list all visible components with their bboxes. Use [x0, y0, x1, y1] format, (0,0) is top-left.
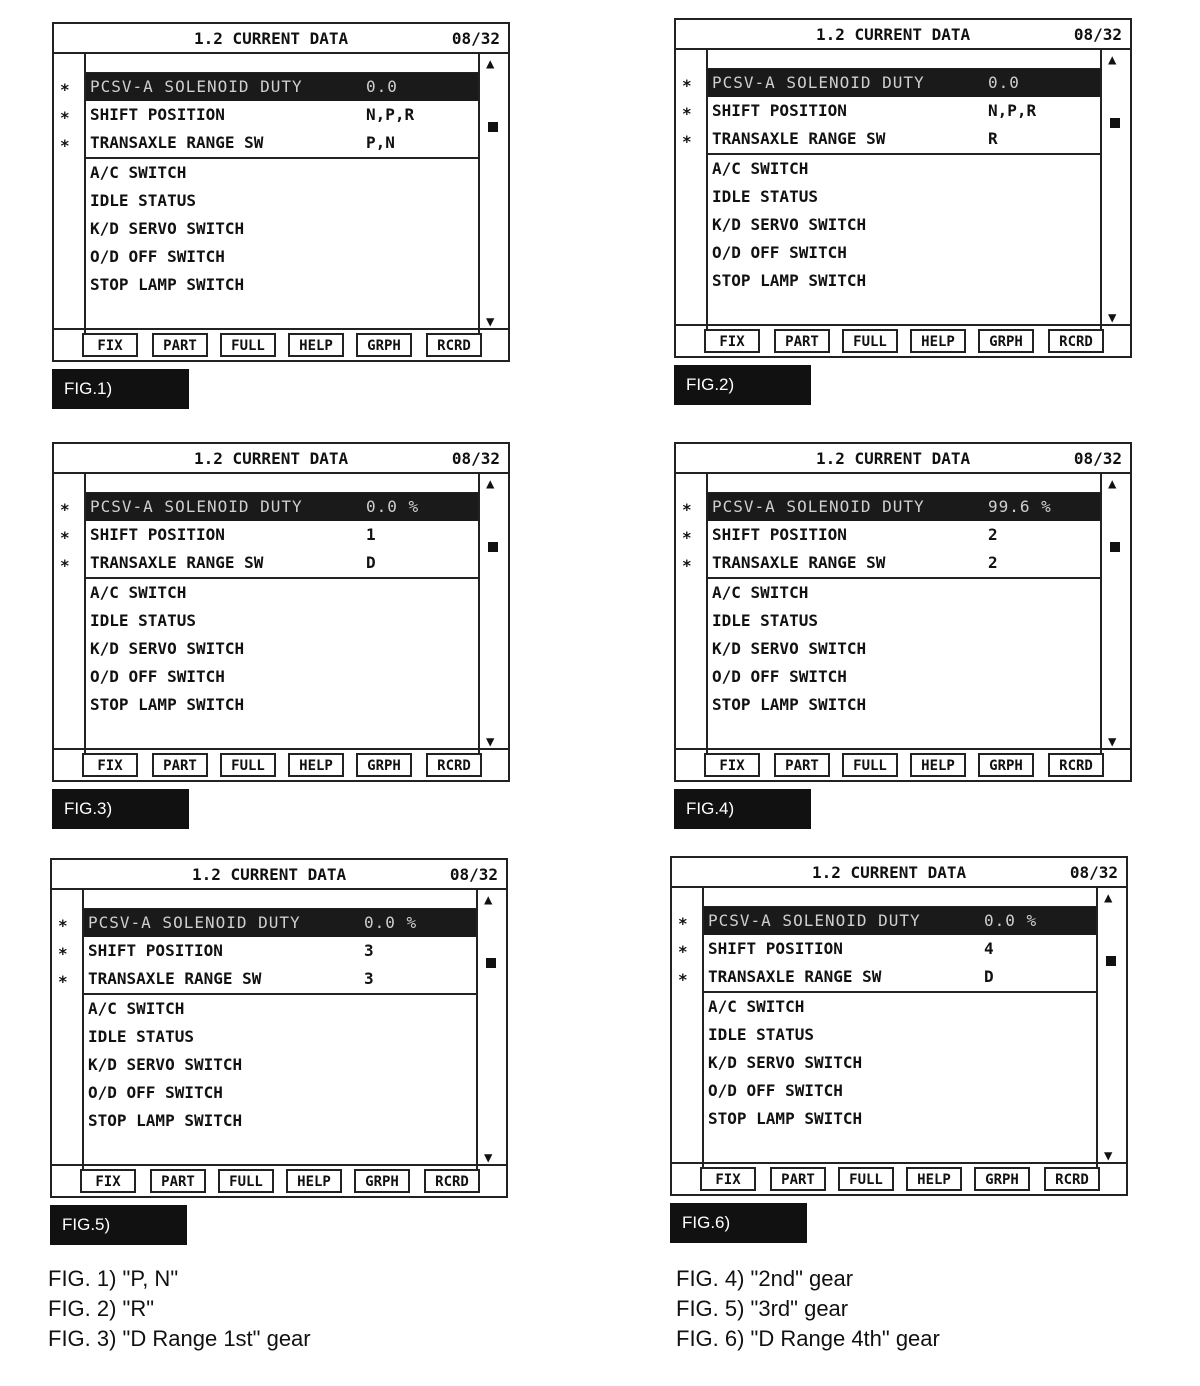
figure-label: FIG.4) — [674, 789, 811, 829]
item-label: PCSV-A SOLENOID DUTY — [88, 913, 301, 932]
data-row[interactable] — [86, 243, 478, 271]
item-label: K/D SERVO SWITCH — [90, 639, 245, 658]
caption-fig4: FIG. 4) "2nd" gear — [676, 1266, 854, 1291]
data-row[interactable] — [704, 1049, 1096, 1077]
item-label: O/D OFF SWITCH — [712, 667, 847, 686]
item-label: A/C SWITCH — [712, 583, 809, 602]
function-key-bar — [52, 1164, 506, 1196]
item-label: IDLE STATUS — [90, 611, 196, 630]
screen-title: 1.2 CURRENT DATA — [816, 25, 971, 44]
selected-marker: * — [60, 108, 70, 127]
scanner-screen — [52, 22, 510, 362]
screen-title: 1.2 CURRENT DATA — [194, 29, 349, 48]
item-label: TRANSAXLE RANGE SW — [90, 553, 264, 572]
item-label: STOP LAMP SWITCH — [708, 1109, 863, 1128]
selected-marker: * — [58, 916, 68, 935]
data-row[interactable] — [86, 493, 478, 521]
item-label: O/D OFF SWITCH — [90, 667, 225, 686]
selected-marker: * — [682, 556, 692, 575]
scroll-thumb[interactable] — [488, 122, 498, 132]
item-value: 0.0 % — [364, 913, 418, 932]
data-row[interactable] — [708, 267, 1100, 295]
data-list — [706, 48, 1102, 330]
data-row[interactable] — [708, 493, 1100, 521]
function-key-button[interactable]: GRPH — [974, 1167, 1030, 1191]
item-label: K/D SERVO SWITCH — [708, 1053, 863, 1072]
data-row[interactable] — [84, 909, 476, 937]
item-value: D — [366, 553, 376, 572]
data-row[interactable] — [704, 1105, 1096, 1133]
item-value: 3 — [364, 941, 374, 960]
function-key-button[interactable]: HELP — [906, 1167, 962, 1191]
item-label: SHIFT POSITION — [88, 941, 223, 960]
item-label: O/D OFF SWITCH — [712, 243, 847, 262]
function-key-button[interactable]: PART — [774, 753, 830, 777]
scroll-down-icon[interactable]: ▼ — [1104, 1148, 1113, 1164]
scrollbar[interactable] — [1100, 48, 1130, 330]
selected-marker: * — [678, 942, 688, 961]
data-row[interactable] — [708, 579, 1100, 607]
item-label: O/D OFF SWITCH — [88, 1083, 223, 1102]
function-key-bar — [54, 748, 508, 780]
item-value: 0.0 — [988, 73, 1020, 92]
function-key-button[interactable]: FIX — [80, 1169, 136, 1193]
item-value: 0.0 — [366, 77, 398, 96]
function-key-button[interactable]: FULL — [218, 1169, 274, 1193]
item-label: TRANSAXLE RANGE SW — [712, 129, 886, 148]
function-key-button[interactable]: RCRD — [1044, 1167, 1100, 1191]
item-label: A/C SWITCH — [90, 163, 187, 182]
function-key-button[interactable]: FIX — [704, 753, 760, 777]
scrollbar[interactable] — [478, 52, 508, 334]
data-list — [706, 472, 1102, 754]
selected-marker: * — [60, 500, 70, 519]
data-row[interactable] — [84, 1023, 476, 1051]
function-key-button[interactable]: GRPH — [356, 333, 412, 357]
data-row[interactable] — [86, 187, 478, 215]
selection-markers — [682, 72, 702, 156]
function-key-button[interactable]: RCRD — [424, 1169, 480, 1193]
item-label: K/D SERVO SWITCH — [712, 639, 867, 658]
scroll-thumb[interactable] — [1110, 542, 1120, 552]
figure-label: FIG.6) — [670, 1203, 807, 1243]
function-key-button[interactable]: FIX — [82, 333, 138, 357]
item-label: STOP LAMP SWITCH — [712, 695, 867, 714]
selection-markers — [682, 496, 702, 580]
function-key-button[interactable]: PART — [774, 329, 830, 353]
data-row[interactable] — [704, 935, 1096, 963]
function-key-button[interactable]: RCRD — [426, 753, 482, 777]
item-value: R — [988, 129, 998, 148]
data-row[interactable] — [708, 549, 1100, 579]
item-label: K/D SERVO SWITCH — [88, 1055, 243, 1074]
data-row[interactable] — [84, 1079, 476, 1107]
item-value: N,P,R — [366, 105, 415, 124]
item-label: K/D SERVO SWITCH — [90, 219, 245, 238]
function-key-button[interactable]: PART — [152, 333, 208, 357]
scrollbar[interactable] — [1096, 886, 1126, 1168]
selected-marker: * — [60, 528, 70, 547]
item-label: SHIFT POSITION — [90, 105, 225, 124]
caption-fig3: FIG. 3) "D Range 1st" gear — [48, 1326, 311, 1351]
data-row[interactable] — [86, 635, 478, 663]
data-row[interactable] — [708, 97, 1100, 125]
screen-header — [676, 444, 1130, 474]
caption-fig1: FIG. 1) "P, N" — [48, 1266, 179, 1291]
scroll-up-icon[interactable]: ▲ — [1108, 476, 1117, 492]
selected-marker: * — [58, 944, 68, 963]
data-row[interactable] — [704, 907, 1096, 935]
selected-marker: * — [678, 970, 688, 989]
scroll-up-icon[interactable]: ▲ — [486, 56, 495, 72]
screen-title: 1.2 CURRENT DATA — [812, 863, 967, 882]
scroll-thumb[interactable] — [488, 542, 498, 552]
item-label: PCSV-A SOLENOID DUTY — [712, 73, 925, 92]
function-key-bar — [672, 1162, 1126, 1194]
item-label: TRANSAXLE RANGE SW — [712, 553, 886, 572]
screen-header — [676, 20, 1130, 50]
item-label: SHIFT POSITION — [712, 525, 847, 544]
function-key-button[interactable]: GRPH — [354, 1169, 410, 1193]
data-row[interactable] — [704, 963, 1096, 993]
data-row[interactable] — [708, 211, 1100, 239]
scroll-thumb[interactable] — [1110, 118, 1120, 128]
item-label: A/C SWITCH — [90, 583, 187, 602]
item-value: P,N — [366, 133, 395, 152]
scanner-screen — [50, 858, 508, 1198]
selected-marker: * — [60, 556, 70, 575]
data-row[interactable] — [86, 549, 478, 579]
function-key-button[interactable]: GRPH — [356, 753, 412, 777]
function-key-bar — [54, 328, 508, 360]
function-key-button[interactable]: FULL — [838, 1167, 894, 1191]
function-key-button[interactable]: RCRD — [1048, 753, 1104, 777]
item-label: IDLE STATUS — [90, 191, 196, 210]
selected-marker: * — [682, 76, 692, 95]
item-value: 99.6 % — [988, 497, 1052, 516]
item-value: 1 — [366, 525, 376, 544]
function-key-bar — [676, 324, 1130, 356]
item-value: 0.0 % — [366, 497, 420, 516]
scanner-screen — [670, 856, 1128, 1196]
item-value: 4 — [984, 939, 994, 958]
page-counter: 08/32 — [1073, 25, 1122, 44]
item-value: 2 — [988, 525, 998, 544]
data-row[interactable] — [708, 155, 1100, 183]
data-row[interactable] — [708, 607, 1100, 635]
page-counter: 08/32 — [449, 865, 498, 884]
data-row[interactable] — [708, 183, 1100, 211]
item-label: TRANSAXLE RANGE SW — [708, 967, 882, 986]
data-row[interactable] — [704, 1021, 1096, 1049]
item-value: 2 — [988, 553, 998, 572]
selection-markers — [58, 912, 78, 996]
scrollbar[interactable] — [478, 472, 508, 754]
item-label: PCSV-A SOLENOID DUTY — [708, 911, 921, 930]
blank-row — [84, 888, 476, 909]
selected-marker: * — [60, 136, 70, 155]
selected-marker: * — [60, 80, 70, 99]
data-row[interactable] — [86, 215, 478, 243]
page-counter: 08/32 — [1073, 449, 1122, 468]
function-key-button[interactable]: RCRD — [1048, 329, 1104, 353]
data-row[interactable] — [86, 579, 478, 607]
selected-marker: * — [682, 104, 692, 123]
selection-markers — [60, 496, 80, 580]
item-label: O/D OFF SWITCH — [90, 247, 225, 266]
page-counter: 08/32 — [451, 29, 500, 48]
captions-right — [676, 1264, 940, 1354]
data-row[interactable] — [708, 125, 1100, 155]
function-key-button[interactable]: PART — [152, 753, 208, 777]
selected-marker: * — [682, 528, 692, 547]
item-label: K/D SERVO SWITCH — [712, 215, 867, 234]
scanner-screen — [674, 18, 1132, 358]
function-key-button[interactable]: GRPH — [978, 753, 1034, 777]
function-key-button[interactable]: PART — [770, 1167, 826, 1191]
item-label: A/C SWITCH — [88, 999, 185, 1018]
item-label: SHIFT POSITION — [712, 101, 847, 120]
data-row[interactable] — [86, 663, 478, 691]
data-row[interactable] — [708, 663, 1100, 691]
data-row[interactable] — [708, 69, 1100, 97]
function-key-button[interactable]: RCRD — [426, 333, 482, 357]
item-value: 0.0 % — [984, 911, 1038, 930]
scroll-down-icon[interactable]: ▼ — [1108, 734, 1117, 750]
figure-label: FIG.1) — [52, 369, 189, 409]
function-key-button[interactable]: FULL — [220, 333, 276, 357]
scanner-screen — [52, 442, 510, 782]
selection-markers — [678, 910, 698, 994]
caption-fig6: FIG. 6) "D Range 4th" gear — [676, 1326, 940, 1351]
data-list — [84, 472, 480, 754]
item-label: PCSV-A SOLENOID DUTY — [90, 77, 303, 96]
item-label: STOP LAMP SWITCH — [90, 275, 245, 294]
function-key-button[interactable]: FULL — [220, 753, 276, 777]
item-label: SHIFT POSITION — [708, 939, 843, 958]
selected-marker: * — [682, 500, 692, 519]
function-key-button[interactable]: FIX — [700, 1167, 756, 1191]
blank-row — [86, 472, 478, 493]
data-row[interactable] — [86, 73, 478, 101]
scroll-up-icon[interactable]: ▲ — [486, 476, 495, 492]
blank-row — [708, 48, 1100, 69]
blank-row — [704, 886, 1096, 907]
data-list — [84, 52, 480, 334]
scroll-down-icon[interactable]: ▼ — [484, 1150, 493, 1166]
data-row[interactable] — [84, 1051, 476, 1079]
item-label: SHIFT POSITION — [90, 525, 225, 544]
data-row[interactable] — [86, 691, 478, 719]
function-key-button[interactable]: GRPH — [978, 329, 1034, 353]
blank-row — [708, 472, 1100, 493]
item-value: N,P,R — [988, 101, 1037, 120]
function-key-button[interactable]: HELP — [286, 1169, 342, 1193]
item-label: IDLE STATUS — [712, 611, 818, 630]
caption-fig5: FIG. 5) "3rd" gear — [676, 1296, 849, 1321]
item-label: PCSV-A SOLENOID DUTY — [712, 497, 925, 516]
data-row[interactable] — [84, 995, 476, 1023]
function-key-button[interactable]: FIX — [704, 329, 760, 353]
screen-header — [54, 24, 508, 54]
scroll-thumb[interactable] — [486, 958, 496, 968]
function-key-button[interactable]: HELP — [288, 753, 344, 777]
page-counter: 08/32 — [1069, 863, 1118, 882]
blank-row — [86, 52, 478, 73]
data-row[interactable] — [86, 129, 478, 159]
function-key-button[interactable]: FULL — [842, 329, 898, 353]
data-row[interactable] — [86, 607, 478, 635]
data-row[interactable] — [708, 239, 1100, 267]
data-row[interactable] — [86, 159, 478, 187]
function-key-button[interactable]: FIX — [82, 753, 138, 777]
function-key-button[interactable]: PART — [150, 1169, 206, 1193]
scanner-screen — [674, 442, 1132, 782]
scroll-up-icon[interactable]: ▲ — [1104, 890, 1113, 906]
screen-title: 1.2 CURRENT DATA — [194, 449, 349, 468]
figure-label: FIG.3) — [52, 789, 189, 829]
screen-title: 1.2 CURRENT DATA — [816, 449, 971, 468]
data-row[interactable] — [84, 965, 476, 995]
data-list — [702, 886, 1098, 1168]
item-label: IDLE STATUS — [708, 1025, 814, 1044]
selected-marker: * — [678, 914, 688, 933]
item-label: TRANSAXLE RANGE SW — [90, 133, 264, 152]
data-row[interactable] — [704, 1077, 1096, 1105]
figure-label: FIG.5) — [50, 1205, 187, 1245]
item-label: IDLE STATUS — [712, 187, 818, 206]
scroll-down-icon[interactable]: ▼ — [486, 734, 495, 750]
item-label: O/D OFF SWITCH — [708, 1081, 843, 1100]
data-row[interactable] — [708, 691, 1100, 719]
scroll-down-icon[interactable]: ▼ — [1108, 310, 1117, 326]
data-row[interactable] — [708, 521, 1100, 549]
item-label: STOP LAMP SWITCH — [88, 1111, 243, 1130]
item-label: IDLE STATUS — [88, 1027, 194, 1046]
item-label: TRANSAXLE RANGE SW — [88, 969, 262, 988]
data-row[interactable] — [84, 937, 476, 965]
item-label: STOP LAMP SWITCH — [712, 271, 867, 290]
caption-fig2: FIG. 2) "R" — [48, 1296, 155, 1321]
function-key-button[interactable]: HELP — [910, 753, 966, 777]
item-label: STOP LAMP SWITCH — [90, 695, 245, 714]
screen-header — [672, 858, 1126, 888]
item-label: PCSV-A SOLENOID DUTY — [90, 497, 303, 516]
data-row[interactable] — [84, 1107, 476, 1135]
figure-label: FIG.2) — [674, 365, 811, 405]
selected-marker: * — [58, 972, 68, 991]
scroll-up-icon[interactable]: ▲ — [1108, 52, 1117, 68]
screen-header — [52, 860, 506, 890]
page-counter: 08/32 — [451, 449, 500, 468]
item-label: A/C SWITCH — [712, 159, 809, 178]
data-list — [82, 888, 478, 1170]
selection-markers — [60, 76, 80, 160]
function-key-button[interactable]: FULL — [842, 753, 898, 777]
data-row[interactable] — [704, 993, 1096, 1021]
scrollbar[interactable] — [476, 888, 506, 1170]
captions-left — [48, 1264, 311, 1354]
data-row[interactable] — [86, 271, 478, 299]
scrollbar[interactable] — [1100, 472, 1130, 754]
item-value: 3 — [364, 969, 374, 988]
function-key-button[interactable]: HELP — [910, 329, 966, 353]
screen-header — [54, 444, 508, 474]
item-value: D — [984, 967, 994, 986]
scroll-thumb[interactable] — [1106, 956, 1116, 966]
function-key-bar — [676, 748, 1130, 780]
scroll-up-icon[interactable]: ▲ — [484, 892, 493, 908]
data-row[interactable] — [86, 101, 478, 129]
scroll-down-icon[interactable]: ▼ — [486, 314, 495, 330]
function-key-button[interactable]: HELP — [288, 333, 344, 357]
selected-marker: * — [682, 132, 692, 151]
data-row[interactable] — [708, 635, 1100, 663]
data-row[interactable] — [86, 521, 478, 549]
screen-title: 1.2 CURRENT DATA — [192, 865, 347, 884]
item-label: A/C SWITCH — [708, 997, 805, 1016]
